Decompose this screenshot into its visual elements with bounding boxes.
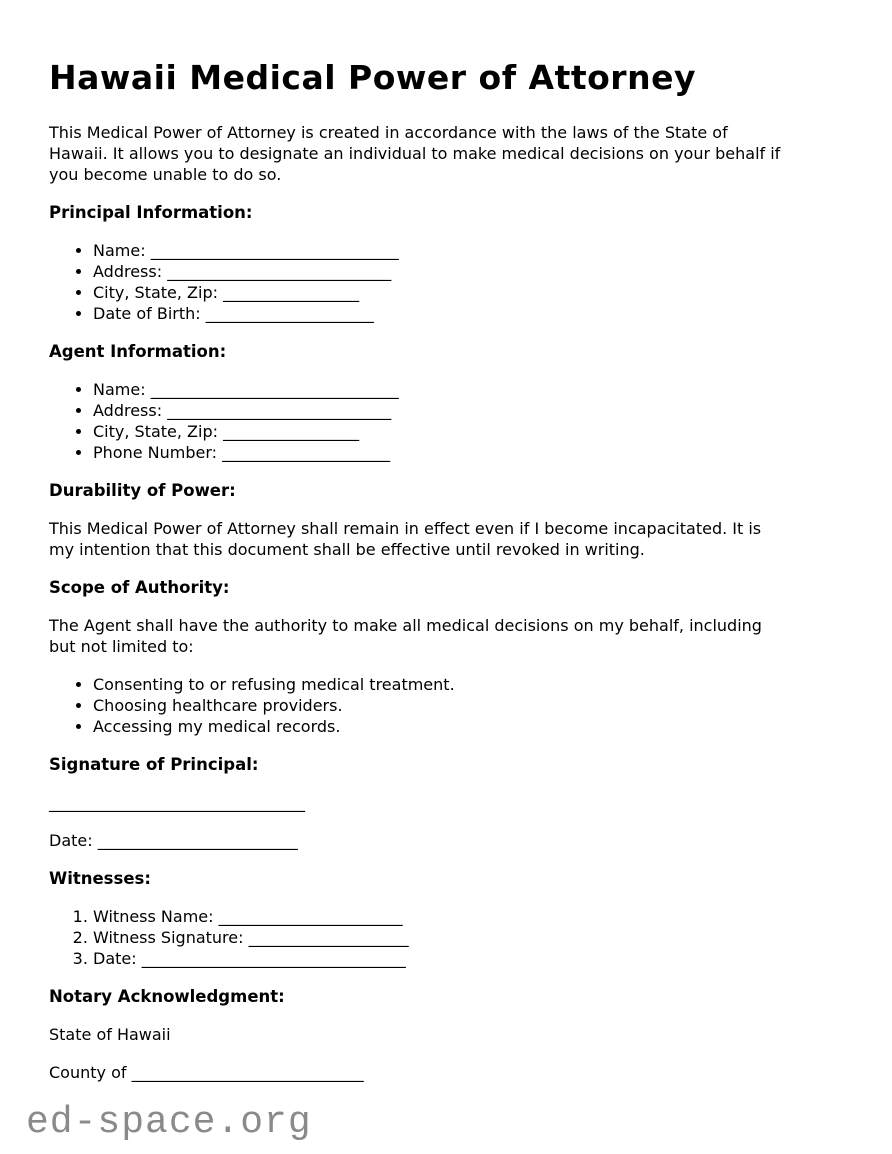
document-title: Hawaii Medical Power of Attorney — [49, 58, 696, 97]
list-item-text: Choosing healthcare providers. — [93, 696, 343, 716]
witness-name-field — [93, 906, 840, 927]
list-item-text: Consenting to or refusing medical treatment. — [93, 675, 455, 695]
notary-county-line — [49, 1062, 840, 1083]
notary-state-line: State of Hawaii — [49, 1025, 171, 1045]
principal-address-field — [93, 261, 840, 282]
signature-of-principal-heading: Signature of Principal: — [49, 755, 259, 775]
text-line: Hawaii. It allows you to designate an individual to make medical decisions on your behalf if — [49, 144, 781, 164]
witness-signature-field — [93, 927, 840, 948]
field-label: Name: — [93, 241, 146, 261]
fill-in-blank: _____________________ — [205, 304, 374, 324]
principal-date-of-birth-field — [93, 303, 840, 324]
field-label: Address: — [93, 262, 163, 282]
watermark: ed-space.org — [26, 1101, 312, 1144]
text-line: you become unable to do so. — [49, 165, 282, 185]
fill-in-blank: ____________________________ — [167, 401, 392, 421]
agent-phone-number-field — [93, 442, 840, 463]
field-label: Name: — [93, 380, 146, 400]
durability-paragraph — [49, 518, 840, 560]
fill-in-blank: _____________________ — [222, 443, 391, 463]
fill-in-blank: _________________ — [223, 422, 360, 442]
field-label: Phone Number: — [93, 443, 218, 463]
agent-information-heading: Agent Information: — [49, 342, 227, 362]
principal-city-state-zip-field — [93, 282, 840, 303]
field-label: City, State, Zip: — [93, 422, 219, 442]
signature-line — [49, 792, 840, 813]
text-line: This Medical Power of Attorney shall remain in effect even if I become incapacitated. It is — [49, 519, 762, 539]
field-label: Date: — [49, 831, 93, 851]
field-label: Witness Signature: — [93, 928, 244, 948]
scope-of-authority-heading: Scope of Authority: — [49, 578, 230, 598]
witnesses-list — [49, 906, 840, 969]
signature-date-line — [49, 830, 840, 851]
fill-in-blank: _________________________________ — [141, 949, 406, 969]
agent-information-list — [49, 379, 840, 463]
scope-of-authority-list — [49, 674, 840, 737]
fill-in-blank: _________________ — [223, 283, 360, 303]
fill-in-blank: _______________________________ — [150, 241, 399, 261]
fill-in-blank: _____________________________ — [131, 1063, 364, 1083]
field-label: Witness Name: — [93, 907, 214, 927]
signature-blank: ________________________________ — [49, 793, 305, 813]
fill-in-blank: ____________________________ — [167, 262, 392, 282]
fill-in-blank: _________________________ — [97, 831, 298, 851]
fill-in-blank: _______________________ — [218, 907, 403, 927]
field-label: Date: — [93, 949, 137, 969]
agent-address-field — [93, 400, 840, 421]
scope-item — [93, 695, 840, 716]
scope-item — [93, 716, 840, 737]
principal-name-field — [93, 240, 840, 261]
field-label: Date of Birth: — [93, 304, 201, 324]
text-line: This Medical Power of Attorney is created in accordance with the laws of the State of — [49, 123, 728, 143]
durability-of-power-heading: Durability of Power: — [49, 481, 236, 501]
principal-information-heading: Principal Information: — [49, 203, 253, 223]
text-line: but not limited to: — [49, 637, 194, 657]
principal-information-list — [49, 240, 840, 324]
witness-date-field — [93, 948, 840, 969]
witnesses-heading: Witnesses: — [49, 869, 151, 889]
agent-name-field — [93, 379, 840, 400]
field-label: City, State, Zip: — [93, 283, 219, 303]
agent-city-state-zip-field — [93, 421, 840, 442]
list-item-text: Accessing my medical records. — [93, 717, 341, 737]
intro-paragraph — [49, 122, 840, 185]
field-label: Address: — [93, 401, 163, 421]
fill-in-blank: _______________________________ — [150, 380, 399, 400]
text-line: The Agent shall have the authority to make all medical decisions on my behalf, including — [49, 616, 762, 636]
scope-paragraph — [49, 615, 840, 657]
field-label: County of — [49, 1063, 127, 1083]
scope-item — [93, 674, 840, 695]
text-line: my intention that this document shall be effective until revoked in writing. — [49, 540, 645, 560]
notary-acknowledgment-heading: Notary Acknowledgment: — [49, 987, 285, 1007]
fill-in-blank: ____________________ — [248, 928, 409, 948]
